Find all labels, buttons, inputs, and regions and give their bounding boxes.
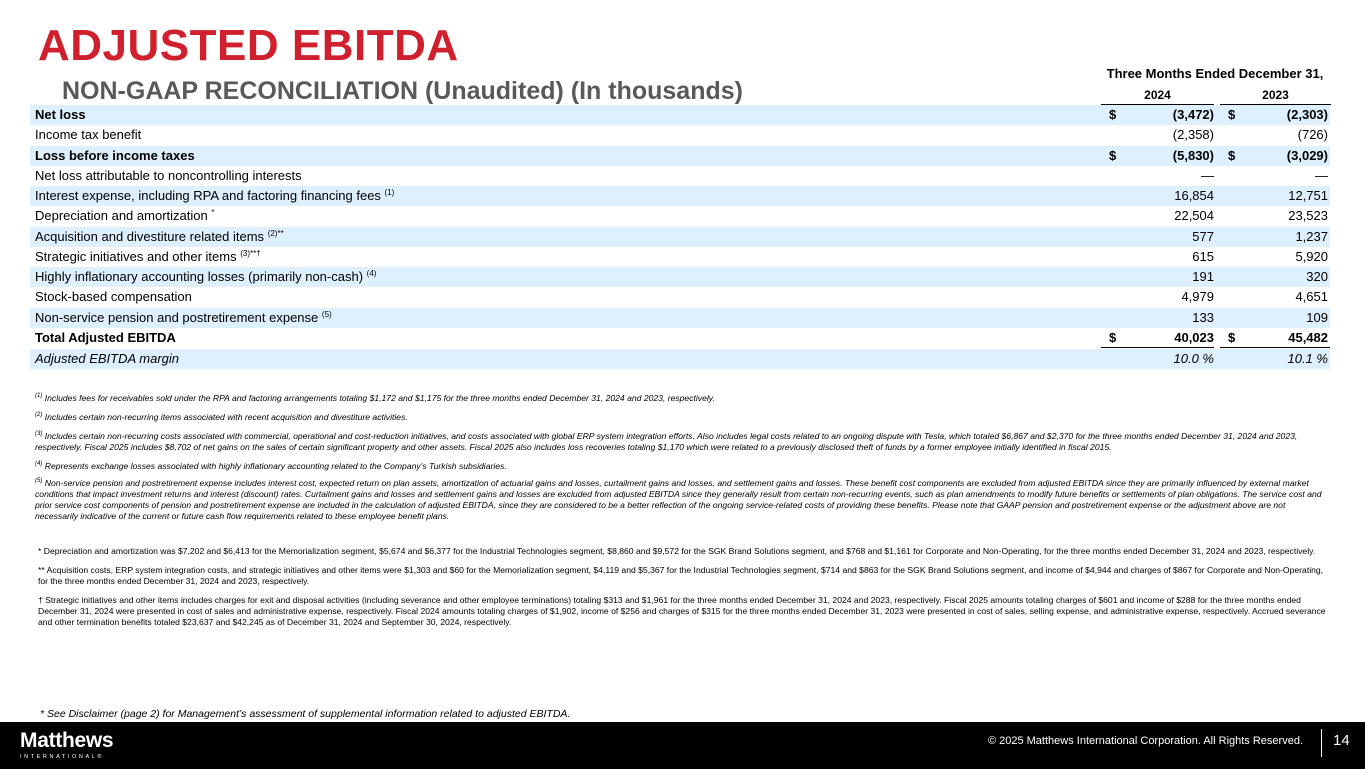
row-label: Income tax benefit <box>35 127 142 143</box>
row-label: Stock-based compensation <box>35 289 192 305</box>
row-footnote-mark: (2)** <box>267 228 284 238</box>
note: † Strategic initiatives and other items includes charges for exit and disposal activities (including severance and other employee terminations) totaling $313 and $1,961 for the three months ended December 31, 2024 and 2023, respectively. Fiscal 2025 amounts totaling charges of $601 and income of $288 for the three months ended December 31, 2024 were presented in cost of sales and administrative expense, respectively. Fiscal 2024 amounts totaling charges of $1,902, income of $256 and charges of $315 for the three months ended December 31, 2023 were presented in cost of sales, selling expense, and administrative expense, respectively. Accrued severance and other termination benefits totaled $23,637 and $42,245 as of December 31, 2024 and September 30, 2024, respectively. <box>38 595 1326 627</box>
dollar-sign: $ <box>1228 329 1236 345</box>
value-2023: 10.1 % <box>1287 351 1328 366</box>
value-2023: 45,482 <box>1288 329 1328 345</box>
row-label: Adjusted EBITDA margin <box>35 351 180 366</box>
row-footnote-mark: * <box>211 208 215 218</box>
value-2024: 191 <box>1192 269 1214 284</box>
note: * Depreciation and amortization was $7,202 and $6,413 for the Memorialization segment, $5,674 and $6,377 for the Industrial Technologies segment, $8,860 and $9,572 for the SGK Brand Solutions segment, and $768 and $1,161 for Corporate and Non-Operating, for the three months ended December 31, 2024 and 2023, respectively. <box>38 546 1316 556</box>
row-label: Non-service pension and postretirement expense <box>35 309 319 325</box>
matthews-logo <box>20 729 113 761</box>
table-row <box>30 125 1330 145</box>
table-row <box>30 146 1330 166</box>
value-2023: 1,237 <box>1295 228 1328 244</box>
value-2023: 23,523 <box>1288 208 1328 224</box>
value-2023: (3,029) <box>1286 147 1328 163</box>
disclaimer: * See Disclaimer (page 2) for Management’s assessment of supplemental information related to adjusted EBITDA. <box>40 708 571 720</box>
year-header-2023: 2023 <box>1220 88 1331 105</box>
row-label: Total Adjusted EBITDA <box>35 329 176 345</box>
row-label: Depreciation and amortization <box>35 208 208 224</box>
value-2024: (3,472) <box>1172 107 1214 122</box>
table-row <box>30 287 1330 307</box>
value-2024: 577 <box>1192 228 1214 244</box>
value-2023: 109 <box>1306 309 1328 325</box>
row-label: Highly inflationary accounting losses (primarily non-cash) <box>35 269 364 284</box>
value-2024: 4,979 <box>1181 289 1214 305</box>
value-2024: 40,023 <box>1174 329 1214 345</box>
footnote: $^{(1)}$ Includes fees for receivables sold under the RPA and factoring arrangements totaling $1,172 and $1,175 for the three months ended December 31, 2024 and 2023, respectively. <box>35 393 715 403</box>
row-label: Net loss <box>35 107 86 122</box>
row-label: Acquisition and divestiture related items <box>35 228 265 244</box>
value-2024: — <box>1201 167 1214 183</box>
value-2023: 12,751 <box>1288 188 1328 203</box>
row-label: Interest expense, including RPA and factoring financing fees <box>35 188 381 203</box>
dollar-sign: $ <box>1109 147 1117 163</box>
value-2023: 320 <box>1306 269 1328 284</box>
row-footnote-mark: (5) <box>321 309 332 319</box>
value-2024: 10.0 % <box>1173 351 1214 366</box>
footnote: $^{(5)}$ Non-service pension and postretirement expense includes interest cost, expected return on plan assets, amortization of actuarial gains and losses, curtailment gains and losses, and settlement gains and losses. These benefit cost components are excluded from adjusted EBITDA since they are primarily influenced by external market conditions that impact investment returns and interest (discount) rates. Curtailment gains and losses and settlement gains and losses are excluded from adjusted EBITDA since they generally result from certain non-recurring events, such as plan amendments to modify future benefits or settlements of plan obligations. The service cost and prior service cost components of pension and postretirement expense are included in the calculation of adjusted EBITDA, since they are considered to be a better reflection of the ongoing service-related costs of providing these benefits. Please note that GAAP pension and postretirement expense or the adjustment above are not necessarily indicative of the current or future cash flow requirements related to these employee benefit plans. <box>35 478 1322 521</box>
double-underline <box>1101 347 1214 348</box>
footnote: $^{(3)}$ Includes certain non-recurring costs associated with commercial, operational and cost-reduction initiatives, and costs associated with global ERP system integration efforts. Also includes legal costs related to an ongoing dispute with Tesla, which totaled $6,867 and $2,370 for the three months ended December 31, 2024 and 2023, respectively. Fiscal 2025 includes $8,702 of net gains on the sales of certain significant property and other assets. Fiscal 2025 also includes loss recoveries totaling $1,170 which were related to a previously disclosed theft of funds by a former employee initially identified in fiscal 2015. <box>35 431 1298 452</box>
table-row <box>30 349 1330 369</box>
footnote: $^{(4)}$ Represents exchange losses associated with highly inflationary accounting related to the Company's Turkish subsidiaries. <box>35 461 507 471</box>
value-2023: (726) <box>1297 127 1328 143</box>
value-2024: 16,854 <box>1174 188 1214 203</box>
dollar-sign: $ <box>1228 107 1236 122</box>
table-row <box>30 186 1330 206</box>
page-title: ADJUSTED EBITDA <box>38 21 459 70</box>
page-number: 14 <box>1333 732 1350 749</box>
row-footnote-mark: (3)**† <box>240 248 261 258</box>
row-footnote-mark: (4) <box>366 269 377 278</box>
table-row <box>30 308 1330 328</box>
dollar-sign: $ <box>1109 107 1117 122</box>
value-2024: 133 <box>1192 309 1214 325</box>
table-row-total <box>30 328 1330 348</box>
table-row <box>30 105 1330 125</box>
footnotes <box>35 393 1325 530</box>
footnote: $^{(2)}$ Includes certain non-recurring items associated with recent acquisition and divestiture activities. <box>35 412 408 422</box>
table-row <box>30 227 1330 247</box>
value-2024: 22,504 <box>1174 208 1214 224</box>
row-footnote-mark: (1) <box>384 188 395 197</box>
double-underline <box>1220 347 1330 348</box>
segment-notes <box>38 546 1328 636</box>
period-header: Three Months Ended December 31, <box>1106 66 1324 81</box>
value-2023: (2,303) <box>1286 107 1328 122</box>
table-row <box>30 247 1330 267</box>
value-2023: 5,920 <box>1295 248 1328 264</box>
year-header-2024: 2024 <box>1101 88 1214 105</box>
table-row <box>30 166 1330 186</box>
table-row <box>30 267 1330 287</box>
note: ** Acquisition costs, ERP system integration costs, and strategic initiatives and other items were $1,303 and $60 for the Memorialization segment, $4,119 and $5,367 for the Industrial Technologies segment, $714 and $863 for the SGK Brand Solutions segment, and income of $4,944 and charges of $867 for Corporate and Non-Operating, for the three months ended December 31, 2024 and 2023, respectively. <box>38 565 1324 586</box>
footer-divider <box>1321 729 1322 757</box>
footer-bar <box>0 722 1365 769</box>
row-label: Net loss attributable to noncontrolling interests <box>35 167 302 183</box>
page-subtitle: NON-GAAP RECONCILIATION (Unaudited) (In thousands) <box>62 77 743 105</box>
dollar-sign: $ <box>1228 147 1236 163</box>
value-2023: 4,651 <box>1295 289 1328 305</box>
row-label: Loss before income taxes <box>35 147 195 163</box>
table-row <box>30 206 1330 226</box>
copyright: © 2025 Matthews International Corporation. All Rights Reserved. <box>987 735 1303 747</box>
value-2024: 615 <box>1192 248 1214 264</box>
row-label: Strategic initiatives and other items <box>35 248 237 264</box>
logo-name: Matthews <box>20 729 114 752</box>
value-2023: — <box>1315 167 1328 183</box>
reconciliation-table <box>30 105 1330 369</box>
logo-subtitle: INTERNATIONAL® <box>20 754 105 760</box>
value-2024: (5,830) <box>1172 147 1214 163</box>
dollar-sign: $ <box>1109 329 1117 345</box>
value-2024: (2,358) <box>1172 127 1214 143</box>
